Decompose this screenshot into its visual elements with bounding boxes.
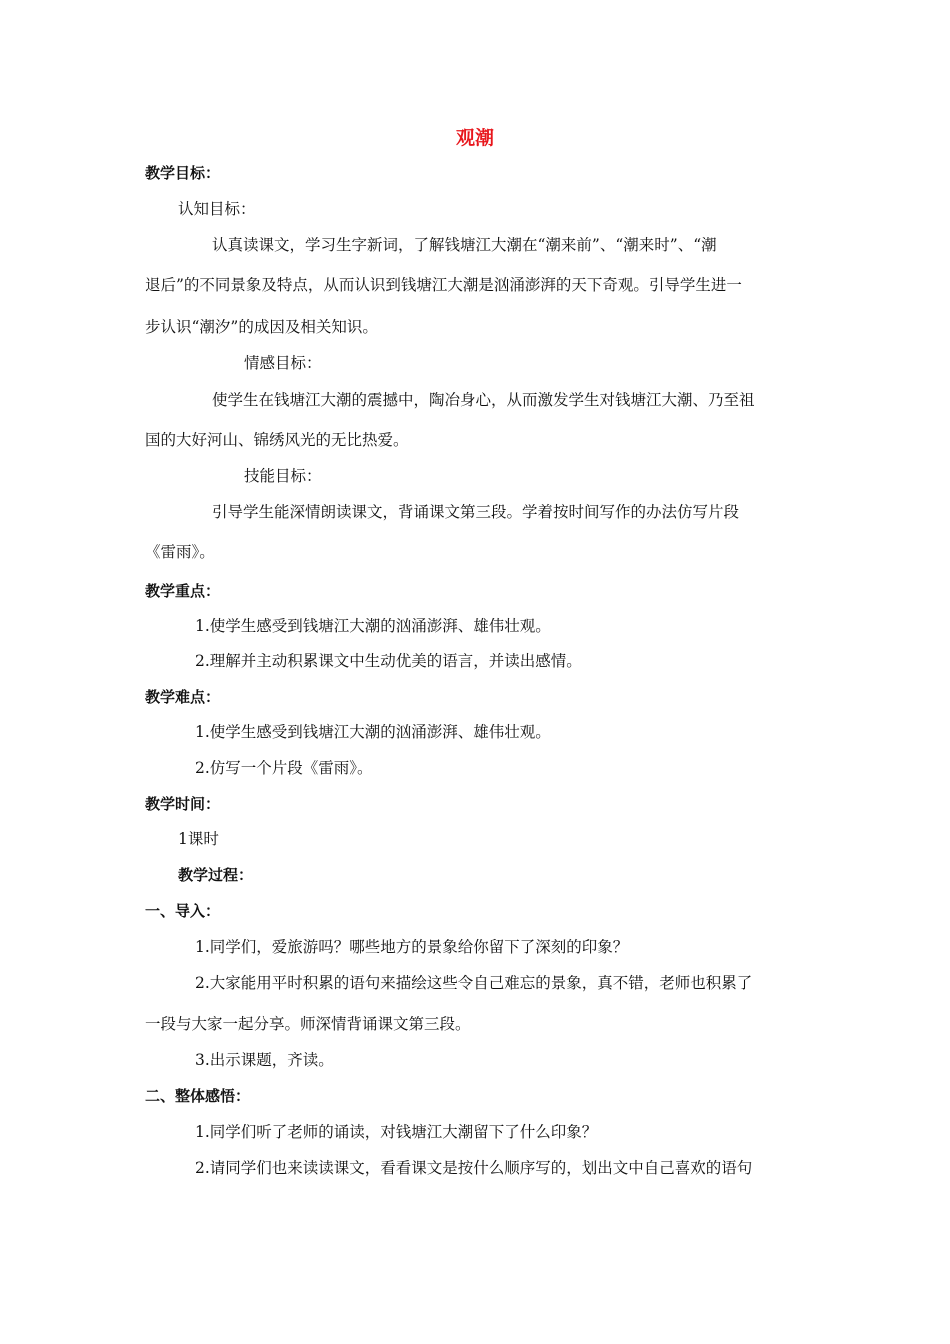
skill-objectives-text: 引导学生能深情朗读课文，背诵课文第三段。学着按时间写作的办法仿写片段 xyxy=(212,503,740,521)
cognitive-objectives-label: 认知目标： xyxy=(178,200,256,218)
document-title: 观潮 xyxy=(455,127,494,149)
heading-introduction: 一、导入： xyxy=(145,902,221,920)
cognitive-objectives-text: 认真读课文，学习生字新词，了解钱塘江大潮在“潮来前”、“潮来时”、“潮 xyxy=(212,236,717,254)
introduction-item: 3.出示课题，齐读。 xyxy=(195,1051,334,1069)
difficult-point-item: 2.仿写一个片段《雷雨》。 xyxy=(195,759,373,777)
emotional-objectives-text: 国的大好河山、锦绣风光的无比热爱。 xyxy=(145,431,409,449)
heading-key-points: 教学重点： xyxy=(145,582,221,600)
teaching-time-value: 1课时 xyxy=(178,830,219,848)
heading-difficult-points: 教学难点： xyxy=(145,688,221,706)
heading-teaching-process: 教学过程： xyxy=(178,866,254,884)
introduction-item-continued: 一段与大家一起分享。师深情背诵课文第三段。 xyxy=(145,1015,471,1033)
emotional-objectives-text: 使学生在钱塘江大潮的震撼中，陶冶身心，从而激发学生对钱塘江大潮、乃至祖 xyxy=(212,391,755,409)
skill-objectives-label: 技能目标： xyxy=(244,467,322,485)
difficult-point-item: 1.使学生感受到钱塘江大潮的汹涌澎湃、雄伟壮观。 xyxy=(195,723,551,741)
overall-perception-item: 1.同学们听了老师的诵读，对钱塘江大潮留下了什么印象？ xyxy=(195,1123,598,1141)
introduction-item: 1.同学们，爱旅游吗？哪些地方的景象给你留下了深刻的印象？ xyxy=(195,938,629,956)
skill-objectives-text: 《雷雨》。 xyxy=(145,543,215,561)
introduction-item: 2.大家能用平时积累的语句来描绘这些令自己难忘的景象，真不错，老师也积累了 xyxy=(195,974,753,992)
emotional-objectives-label: 情感目标： xyxy=(244,354,322,372)
heading-teaching-objectives: 教学目标： xyxy=(145,164,221,182)
cognitive-objectives-text: 步认识“潮汐”的成因及相关知识。 xyxy=(145,318,378,336)
overall-perception-item: 2.请同学们也来读读课文，看看课文是按什么顺序写的，划出文中自己喜欢的语句 xyxy=(195,1159,753,1177)
heading-teaching-time: 教学时间： xyxy=(145,795,221,813)
key-point-item: 2.理解并主动积累课文中生动优美的语言，并读出感情。 xyxy=(195,652,582,670)
key-point-item: 1.使学生感受到钱塘江大潮的汹涌澎湃、雄伟壮观。 xyxy=(195,617,551,635)
cognitive-objectives-text: 退后”的不同景象及特点，从而认识到钱塘江大潮是汹涌澎湃的天下奇观。引导学生进一 xyxy=(145,276,742,294)
heading-overall-perception: 二、整体感悟： xyxy=(145,1087,251,1105)
